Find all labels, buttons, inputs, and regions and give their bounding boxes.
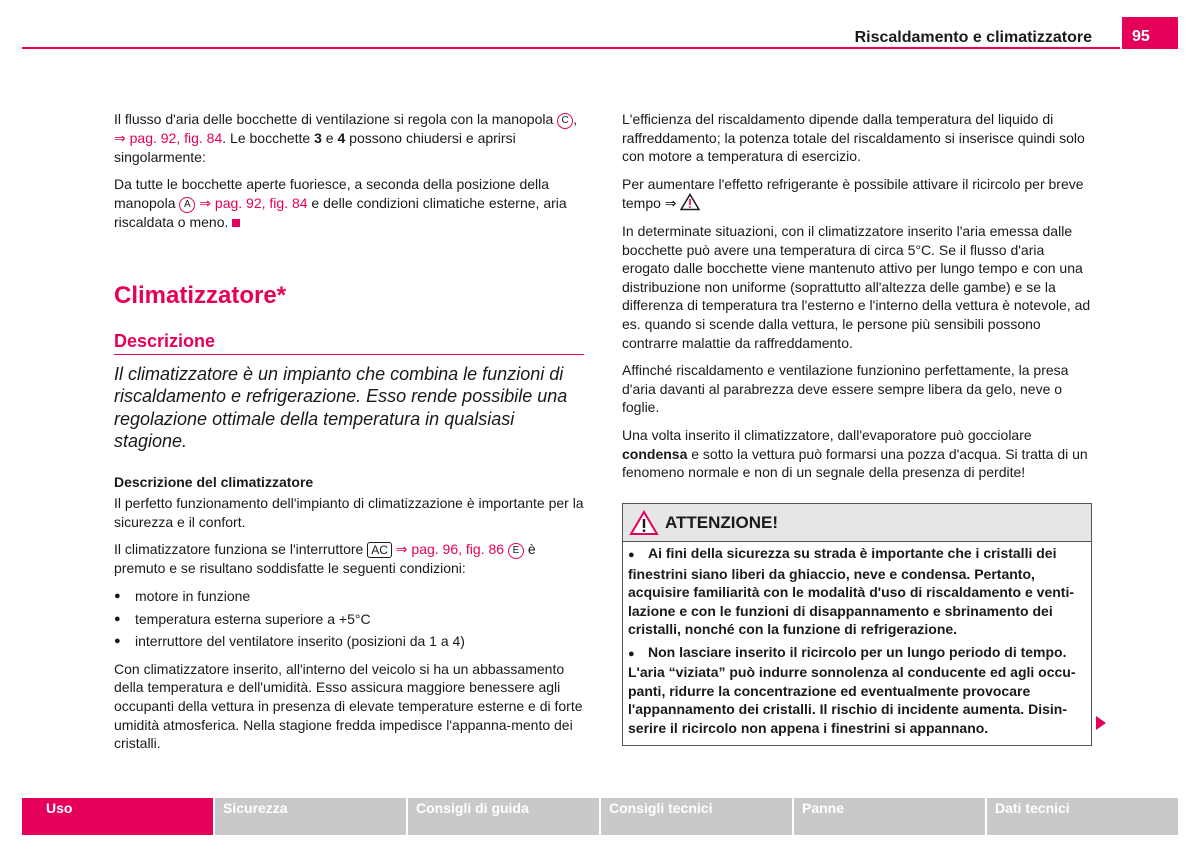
- warning-item: ● Non lasciare inserito il ricircolo per un lungo periodo di tempo. L'aria “viziata” può indurre sonnolenza al conducente ed agli occu-panti, ridurre la concentrazione ed eventualmente provocare l'appannamento dei cristalli. Il rischio di incidente aumenta. Disin-serire il ricircolo non appena i finestrini si appannano.: [628, 643, 1076, 736]
- page-reference-link[interactable]: ⇒ pag. 92, fig. 84: [199, 194, 308, 211]
- paragraph: In determinate situazioni, con il climatizzatore inserito l'aria emessa dalle bocchette può avere una temperatura di circa 5°C. Se il flusso d'aria erogato dalle bocchette viene mantenuto attivo per lungo tempo e con una distribuzione non uniforme (soprattutto all'altezza delle gambe) e se la differenza di temperatura tra l'esterno e l'interno della vettura è notevole, ad es. quando si scende dalla vettura, le persone più sensibili possono contrarre malattie da raffreddamento.: [622, 222, 1091, 351]
- warning-box: [622, 503, 1092, 746]
- tab-dati-tecnici[interactable]: Dati tecnici: [987, 798, 1178, 835]
- paragraph: L'efficienza del riscaldamento dipende dalla temperatura del liquido di raffreddamento; la potenza totale del riscaldamento si inserisce quindi solo con motore a temperatura di esercizio.: [622, 111, 1085, 165]
- tab-sicurezza[interactable]: Sicurezza: [215, 798, 406, 835]
- section-title: Climatizzatore*: [114, 282, 287, 310]
- warning-triangle-icon: [629, 510, 659, 536]
- paragraph: Il flusso d'aria delle bocchette di ventilazione si regola con la manopola C , ⇒ pag. 92, fig. 84. Le bocchette 3 e 4 possono chiudersi e aprirsi singolarmente:: [114, 111, 578, 165]
- conditions-list: [114, 587, 584, 651]
- warning-body: [623, 542, 1091, 745]
- knob-e-icon: E: [508, 543, 524, 559]
- tab-uso[interactable]: Uso: [22, 798, 213, 835]
- paragraph: Il perfetto funzionamento dell'impianto di climatizzazione è importante per la sicurezza e il confort.: [114, 495, 584, 530]
- warning-item: ● Ai fini della sicurezza su strada è importante che i cristalli dei finestrini siano liberi da ghiaccio, neve e condensa. Pertanto, acquisire familiarità con le modalità d'uso di riscaldamento e venti-lazione e con le funzioni di disappannamento e sbrinamento dei cristalli, nonché con la funzione di refrigerazione.: [628, 545, 1075, 637]
- tab-consigli-di-guida[interactable]: Consigli di guida: [408, 798, 599, 835]
- paragraph: Una volta inserito il climatizzatore, dall'evaporatore può gocciolare condensa e sotto la vettura può formarsi una pozza d'acqua. Si tratta di un fenomeno normale e non di un segnale della presenza di perdite!: [622, 426, 1088, 481]
- tab-consigli-tecnici[interactable]: Consigli tecnici: [601, 798, 792, 835]
- page-title: Riscaldamento e climatizzatore: [854, 29, 1092, 46]
- bullet-icon: ●: [628, 549, 635, 561]
- knob-a-icon: A: [179, 197, 195, 213]
- paragraph: Per aumentare l'effetto refrigerante è possibile attivare il ricircolo per breve tempo ⇒: [622, 175, 1084, 212]
- left-column: [114, 110, 584, 762]
- end-of-section-icon: [232, 219, 240, 227]
- intro-text: Il climatizzatore è un impianto che combina le funzioni di riscaldamento e refrigerazione. Esso rende possibile una regolazione ottimale della temperatura in qualsiasi stagione.: [114, 363, 568, 452]
- page-number: 95: [1122, 17, 1178, 49]
- page-reference-link[interactable]: ⇒ pag. 92, fig. 84: [114, 130, 223, 146]
- tab-panne[interactable]: Panne: [794, 798, 985, 835]
- bullet-icon: ●: [628, 647, 635, 660]
- ac-button-icon: AC: [367, 542, 392, 558]
- paragraph: Affinché riscaldamento e ventilazione funzionino perfettamente, la presa d'aria davanti al parabrezza deve essere sempre libera da gelo, neve o foglie.: [622, 362, 1069, 416]
- list-item: ● motore in funzione: [114, 587, 584, 606]
- list-item: ● interruttore del ventilatore inserito (posizioni da 1 a 4): [114, 632, 584, 651]
- warning-header: [623, 504, 1091, 542]
- list-item: ● temperatura esterna superiore a +5°C: [114, 610, 584, 629]
- next-page-arrow-icon[interactable]: [1096, 716, 1106, 730]
- page-reference-link[interactable]: ⇒ pag. 96, fig. 86: [395, 541, 505, 558]
- paragraph: Con climatizzatore inserito, all'interno del veicolo si ha un abbassamento della temperatura e dell'umidità. Esso assicura maggiore benessere agli occupanti della vettura in presenza di elevate temperature esterne e di forte umidità atmosferica. Nella stagione fredda impedisce l'appanna-mento dei cristalli.: [114, 660, 583, 752]
- header-rule: [22, 47, 1120, 49]
- right-column: [622, 110, 1094, 491]
- subsection-title: Descrizione: [114, 332, 584, 355]
- description-heading: Descrizione del climatizzatore: [114, 473, 314, 490]
- warning-triangle-icon: [680, 193, 700, 211]
- knob-c-icon: C: [557, 113, 573, 129]
- warning-title: ATTENZIONE!: [665, 512, 779, 532]
- paragraph: Il climatizzatore funziona se l'interruttore AC ⇒ pag. 96, fig. 86 E è premuto e se risultano soddisfatte le seguenti condizioni:: [114, 541, 536, 577]
- paragraph: Da tutte le bocchette aperte fuoriesce, a seconda della posizione della manopola A ⇒ pag. 92, fig. 84 e delle condizioni climatiche esterne, aria riscaldata o meno.: [114, 176, 567, 230]
